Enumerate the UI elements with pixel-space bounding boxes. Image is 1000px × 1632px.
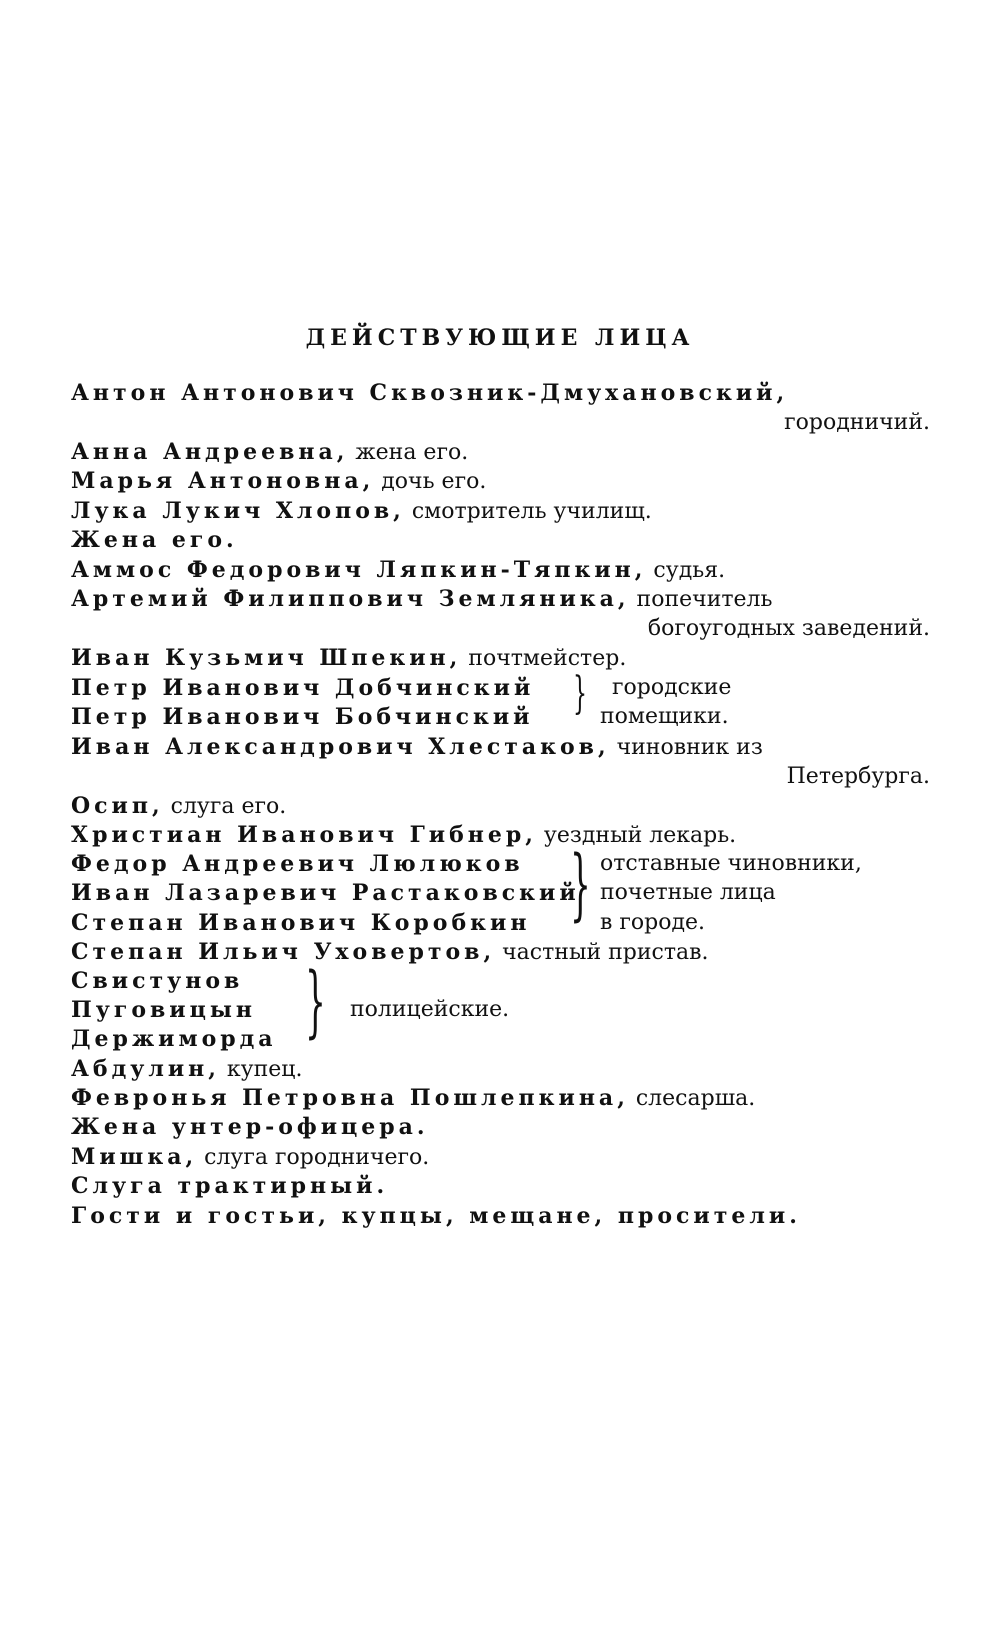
character-name: Жена унтер-офицера.: [71, 1114, 429, 1140]
character-entry: [71, 1083, 755, 1114]
character-name: Держиморда: [71, 1026, 277, 1052]
character-description: почтмейстер.: [461, 646, 627, 671]
character-name: Христиан Иванович Гибнер,: [71, 822, 537, 848]
character-entry: [71, 820, 736, 851]
character-description: попечитель: [629, 587, 773, 612]
character-entry: [71, 378, 788, 409]
character-name: Анна Андреевна,: [71, 439, 349, 465]
character-entry: [71, 525, 238, 556]
character-entry: [71, 1112, 429, 1143]
character-name: Свистунов: [71, 968, 244, 994]
character-name: Пуговицын: [71, 997, 257, 1023]
character-description: жена его.: [348, 440, 469, 465]
character-name: Петр Иванович Добчинский: [71, 675, 535, 701]
character-name: Гости и гостьи, купцы, мещане, просители.: [71, 1203, 801, 1229]
character-entry: [71, 849, 524, 880]
character-name: Федор Андреевич Люлюков: [71, 851, 524, 877]
group-label: отставные чиновники,: [600, 851, 862, 876]
character-description: слесарша.: [628, 1086, 756, 1111]
character-description: смотритель училищ.: [404, 499, 652, 524]
character-entry: [71, 1024, 277, 1055]
character-entry: [71, 466, 486, 497]
character-entry: [71, 1142, 429, 1173]
character-name: Осип,: [71, 793, 164, 819]
character-description: купец.: [219, 1057, 303, 1082]
character-entry: [71, 1054, 302, 1085]
character-entry: [71, 643, 626, 674]
group-brace: }: [573, 668, 587, 719]
character-entry: [71, 673, 534, 704]
character-description: судья.: [646, 558, 726, 583]
character-name: Степан Ильич Уховертов,: [71, 939, 496, 965]
group-brace: }: [570, 840, 591, 930]
character-name: Слуга трактирный.: [71, 1173, 389, 1199]
character-entry: [71, 937, 709, 968]
character-description: уездный лекарь.: [536, 823, 737, 848]
character-entry: [71, 1171, 388, 1202]
character-name: Степан Иванович Коробкин: [71, 910, 531, 936]
character-entry: [71, 878, 580, 909]
character-entry: [71, 908, 530, 939]
character-description: чиновник из: [609, 735, 763, 760]
character-entry: [71, 995, 256, 1026]
character-entry: [71, 966, 243, 997]
character-role: богоугодных заведений.: [647, 616, 930, 641]
character-name: Лука Лукич Хлопов,: [71, 498, 405, 524]
character-entry: [71, 496, 652, 527]
character-role: Петербурга.: [786, 764, 930, 789]
character-entry: [71, 702, 534, 733]
group-label: в городе.: [600, 910, 706, 935]
character-name: Иван Кузьмич Шпекин,: [71, 645, 462, 671]
character-name: Иван Александрович Хлестаков,: [71, 734, 610, 760]
group-label: полицейские.: [350, 997, 510, 1022]
group-label: почетные лица: [600, 880, 776, 905]
group-label: городские: [612, 675, 732, 700]
page-title: ДЕЙСТВУЮЩИЕ ЛИЦА: [305, 325, 695, 351]
character-name: Абдулин,: [71, 1056, 220, 1082]
character-entry: [71, 555, 725, 586]
character-entry: [71, 437, 468, 468]
character-name: Аммос Федорович Ляпкин-Тяпкин,: [71, 557, 647, 583]
character-name: Антон Антонович Сквозник-Дмухановский,: [71, 380, 789, 406]
character-name: Февронья Петровна Пошлепкина,: [71, 1085, 629, 1111]
group-label: помещики.: [600, 704, 729, 729]
character-description: слуга городничего.: [197, 1145, 430, 1170]
character-name: Марья Антоновна,: [71, 468, 375, 494]
character-name: Петр Иванович Бобчинский: [71, 704, 534, 730]
character-name: Жена его.: [71, 527, 238, 553]
group-brace: }: [305, 957, 326, 1047]
character-name: Иван Лазаревич Растаковский: [71, 880, 580, 906]
character-role: городничий.: [784, 410, 930, 435]
character-description: частный пристав.: [495, 940, 709, 965]
character-description: дочь его.: [374, 469, 487, 494]
character-entry: [71, 791, 286, 822]
character-entry: [71, 1201, 801, 1232]
character-entry: [71, 732, 763, 763]
character-name: Мишка,: [71, 1144, 198, 1170]
character-name: Артемий Филиппович Земляника,: [71, 586, 630, 612]
character-entry: [71, 584, 773, 615]
character-description: слуга его.: [163, 794, 287, 819]
